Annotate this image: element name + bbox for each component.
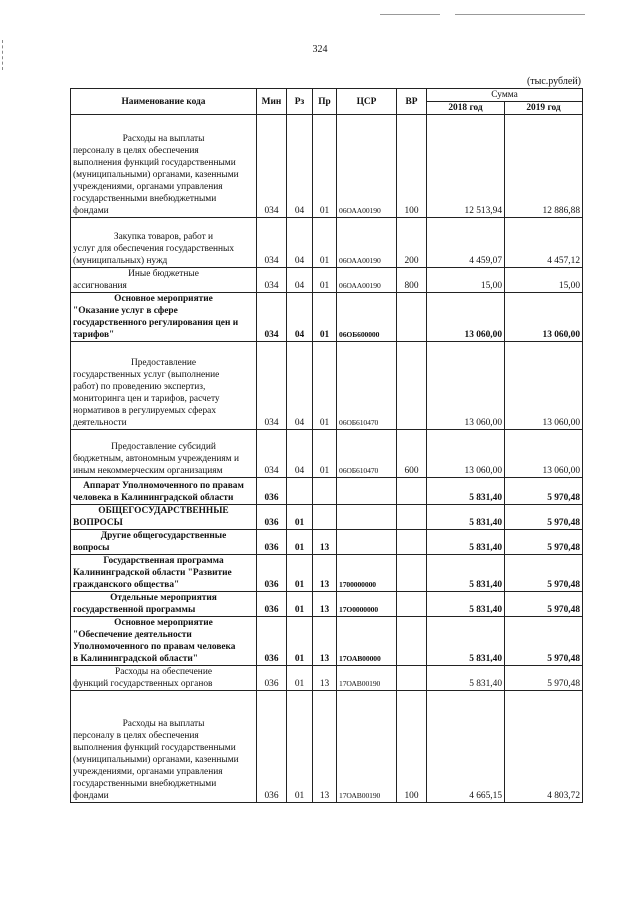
row-rz: 01 — [287, 505, 313, 530]
row-name-first-line: Расходы на обеспечение — [115, 667, 212, 677]
header-year-2019: 2019 год — [505, 102, 583, 115]
row-sum-2019: 5 970,48 — [505, 478, 583, 505]
row-rz: 04 — [287, 342, 313, 430]
row-name-rest: вопросы — [73, 543, 110, 553]
row-min: 036 — [257, 691, 287, 803]
row-name-first-line: Другие общегосударственные — [100, 531, 227, 541]
row-pr — [313, 478, 337, 505]
row-sum-2019: 5 970,48 — [505, 555, 583, 592]
row-name-rest: персоналу в целях обеспечения выполнения функций государственными (муниципальными) органами, казенными учреждениями, органами управления государственными внебюджетными фондами — [73, 731, 239, 801]
row-min: 036 — [257, 592, 287, 617]
header-min: Мин — [257, 89, 287, 115]
row-name — [71, 115, 257, 218]
row-csr: 06ОБ600000 — [337, 293, 397, 342]
row-sum-2018: 5 831,40 — [427, 666, 505, 691]
row-sum-2019: 13 060,00 — [505, 342, 583, 430]
row-min: 036 — [257, 478, 287, 505]
row-pr — [313, 505, 337, 530]
row-rz: 04 — [287, 430, 313, 478]
row-min: 034 — [257, 293, 287, 342]
row-sum-2018: 5 831,40 — [427, 478, 505, 505]
row-sum-2018: 13 060,00 — [427, 342, 505, 430]
row-name-rest: человека в Калининградской области — [73, 493, 234, 503]
row-min: 036 — [257, 555, 287, 592]
row-min: 034 — [257, 115, 287, 218]
row-vr — [397, 555, 427, 592]
row-name-rest: "Обеспечение деятельности Уполномоченного по правам человека в Калининградской области" — [73, 630, 236, 664]
header-rz: Рз — [287, 89, 313, 115]
row-sum-2019: 5 970,48 — [505, 530, 583, 555]
row-vr — [397, 505, 427, 530]
row-name-rest: ВОПРОСЫ — [73, 518, 123, 528]
row-name — [71, 691, 257, 803]
row-name — [71, 218, 257, 268]
row-sum-2018: 5 831,40 — [427, 555, 505, 592]
row-name-rest: государственной программы — [73, 605, 196, 615]
header-vr: ВР — [397, 89, 427, 115]
table-header — [71, 89, 583, 115]
table-body — [71, 115, 583, 803]
table-row — [71, 342, 583, 430]
row-vr — [397, 592, 427, 617]
table-row — [71, 617, 583, 666]
header-name: Наименование кода — [71, 89, 257, 115]
row-pr: 01 — [313, 268, 337, 293]
row-rz: 01 — [287, 666, 313, 691]
row-sum-2019: 15,00 — [505, 268, 583, 293]
row-sum-2019: 13 060,00 — [505, 293, 583, 342]
row-vr — [397, 342, 427, 430]
row-name-first-line: Расходы на выплаты — [122, 719, 205, 729]
row-sum-2019: 5 970,48 — [505, 666, 583, 691]
table-row — [71, 218, 583, 268]
row-rz: 01 — [287, 691, 313, 803]
table-row — [71, 268, 583, 293]
row-pr: 13 — [313, 666, 337, 691]
row-csr: 17ОАВ00190 — [337, 691, 397, 803]
row-name — [71, 555, 257, 592]
row-sum-2018: 4 459,07 — [427, 218, 505, 268]
table-row — [71, 691, 583, 803]
row-csr: 17ОАВ00190 — [337, 666, 397, 691]
row-csr: 1700000000 — [337, 555, 397, 592]
row-name — [71, 478, 257, 505]
row-vr — [397, 617, 427, 666]
row-sum-2018: 5 831,40 — [427, 617, 505, 666]
row-sum-2019: 13 060,00 — [505, 430, 583, 478]
row-sum-2019: 5 970,48 — [505, 592, 583, 617]
row-name-first-line: Предоставление субсидий — [111, 442, 216, 452]
row-rz: 01 — [287, 617, 313, 666]
row-csr — [337, 478, 397, 505]
row-name-rest: функций государственных органов — [73, 679, 213, 689]
row-rz — [287, 478, 313, 505]
row-sum-2019: 12 886,88 — [505, 115, 583, 218]
row-name-first-line: Основное мероприятие — [114, 294, 213, 304]
scan-artifact — [380, 14, 440, 15]
row-min: 036 — [257, 530, 287, 555]
row-name — [71, 293, 257, 342]
row-sum-2018: 13 060,00 — [427, 293, 505, 342]
row-name-first-line: Основное мероприятие — [114, 618, 213, 628]
row-name-first-line: Аппарат Уполномоченного по правам — [83, 481, 244, 491]
header-sum: Сумма — [427, 89, 583, 102]
row-rz: 04 — [287, 293, 313, 342]
row-name-rest: ассигнования — [73, 281, 127, 291]
row-pr: 13 — [313, 592, 337, 617]
row-rz: 04 — [287, 218, 313, 268]
table-row — [71, 592, 583, 617]
row-min: 034 — [257, 342, 287, 430]
row-rz: 01 — [287, 592, 313, 617]
row-csr: 06ОАА00190 — [337, 268, 397, 293]
row-sum-2018: 12 513,94 — [427, 115, 505, 218]
row-pr: 01 — [313, 430, 337, 478]
row-pr: 01 — [313, 293, 337, 342]
row-rz: 04 — [287, 268, 313, 293]
row-name-first-line: ОБЩЕГОСУДАРСТВЕННЫЕ — [98, 506, 229, 516]
row-pr: 13 — [313, 530, 337, 555]
row-name — [71, 592, 257, 617]
row-vr — [397, 530, 427, 555]
row-name — [71, 505, 257, 530]
row-min: 034 — [257, 268, 287, 293]
row-min: 036 — [257, 666, 287, 691]
row-csr — [337, 505, 397, 530]
row-pr: 01 — [313, 115, 337, 218]
row-name — [71, 268, 257, 293]
row-name — [71, 617, 257, 666]
row-sum-2018: 13 060,00 — [427, 430, 505, 478]
row-vr: 800 — [397, 268, 427, 293]
row-name-first-line: Закупка товаров, работ и — [113, 232, 214, 242]
row-name-rest: персоналу в целях обеспечения выполнения функций государственными (муниципальными) органами, казенными учреждениями, органами управления государственными внебюджетными фондами — [73, 146, 239, 216]
row-sum-2018: 5 831,40 — [427, 505, 505, 530]
row-sum-2019: 4 457,12 — [505, 218, 583, 268]
row-vr — [397, 478, 427, 505]
table-row — [71, 666, 583, 691]
row-sum-2019: 5 970,48 — [505, 617, 583, 666]
row-name-first-line: Предоставление — [130, 358, 197, 368]
row-sum-2018: 5 831,40 — [427, 592, 505, 617]
table-row — [71, 478, 583, 505]
table-row — [71, 115, 583, 218]
row-name — [71, 666, 257, 691]
row-vr — [397, 666, 427, 691]
table-row — [71, 530, 583, 555]
row-vr: 100 — [397, 115, 427, 218]
row-csr — [337, 530, 397, 555]
row-pr: 01 — [313, 218, 337, 268]
row-sum-2019: 4 803,72 — [505, 691, 583, 803]
row-sum-2018: 4 665,15 — [427, 691, 505, 803]
row-name — [71, 530, 257, 555]
row-pr: 13 — [313, 555, 337, 592]
row-pr: 13 — [313, 617, 337, 666]
row-name — [71, 342, 257, 430]
row-name-rest: "Оказание услуг в сфере государственного регулирования цен и тарифов" — [73, 306, 239, 340]
page-number: 324 — [312, 44, 328, 55]
table-row — [71, 293, 583, 342]
row-csr: 06ОБ610470 — [337, 342, 397, 430]
header-pr: Пр — [313, 89, 337, 115]
row-rz: 01 — [287, 530, 313, 555]
scan-artifact — [455, 14, 585, 15]
header-csr: ЦСР — [337, 89, 397, 115]
row-name-first-line: Государственная программа — [103, 556, 224, 566]
row-vr — [397, 293, 427, 342]
table-row — [71, 505, 583, 530]
row-name-first-line: Расходы на выплаты — [122, 134, 205, 144]
row-sum-2018: 15,00 — [427, 268, 505, 293]
row-csr: 06ОАА00190 — [337, 115, 397, 218]
table-row — [71, 555, 583, 592]
row-rz: 04 — [287, 115, 313, 218]
row-name-rest: Калининградской области "Развитие гражданского общества" — [73, 568, 232, 590]
row-pr: 13 — [313, 691, 337, 803]
row-name-rest: услуг для обеспечения государственных (муниципальных) нужд — [73, 244, 235, 266]
row-csr: 17О0000000 — [337, 592, 397, 617]
row-sum-2019: 5 970,48 — [505, 505, 583, 530]
row-vr: 200 — [397, 218, 427, 268]
row-min: 034 — [257, 218, 287, 268]
row-sum-2018: 5 831,40 — [427, 530, 505, 555]
row-name-rest: государственных услуг (выполнение работ) по проведению экспертиз, мониторинга цен и тарифов, расчету нормативов в регулируемых сферах деятельности — [73, 370, 220, 428]
row-name — [71, 430, 257, 478]
row-min: 034 — [257, 430, 287, 478]
row-name-rest: бюджетным, автономным учреждениям и иным некоммерческим организациям — [73, 454, 239, 476]
row-rz: 01 — [287, 555, 313, 592]
row-min: 036 — [257, 505, 287, 530]
table-row — [71, 430, 583, 478]
row-pr: 01 — [313, 342, 337, 430]
row-min: 036 — [257, 617, 287, 666]
row-vr: 600 — [397, 430, 427, 478]
row-name-first-line: Иные бюджетные — [128, 269, 199, 279]
units-label: (тыс.рублей) — [526, 76, 581, 87]
row-csr: 06ОБ610470 — [337, 430, 397, 478]
row-vr: 100 — [397, 691, 427, 803]
budget-table — [70, 88, 583, 803]
header-year-2018: 2018 год — [427, 102, 505, 115]
row-csr: 06ОАА00190 — [337, 218, 397, 268]
row-name-first-line: Отдельные мероприятия — [110, 593, 217, 603]
row-csr: 17ОАВ00000 — [337, 617, 397, 666]
